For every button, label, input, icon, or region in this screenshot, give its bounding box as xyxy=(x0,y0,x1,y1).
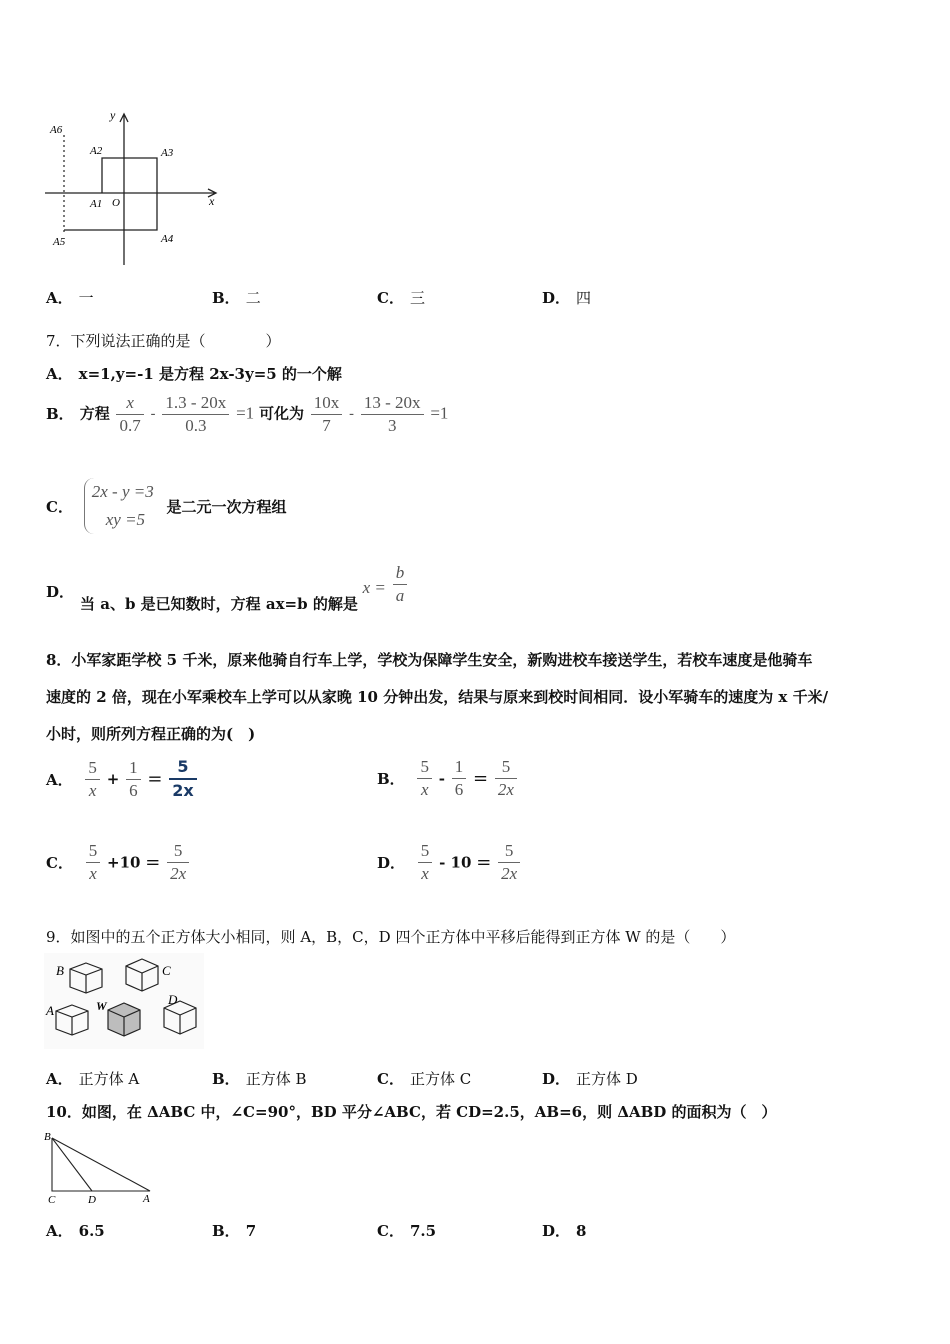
denominator: 6 xyxy=(454,780,464,799)
cube-label-d: D xyxy=(168,992,178,1007)
option-d-text: 当 a、b 是已知数时，方程 ax=b 的解是 xyxy=(80,595,358,613)
option-text: 四 xyxy=(576,289,592,307)
option-text: 8 xyxy=(576,1222,587,1240)
q7-option-a[interactable] xyxy=(46,363,342,384)
option-text: 正方体 B xyxy=(245,1070,307,1088)
q10-option-b[interactable] xyxy=(212,1220,256,1241)
option-label: B． xyxy=(212,289,240,307)
equals-one: =1 xyxy=(236,403,255,423)
equals-sign: = xyxy=(476,852,492,873)
denominator: a xyxy=(395,586,405,605)
q8-stem-line3: 小时，则所列方程正确的为( ) xyxy=(46,725,256,743)
q10-option-d[interactable] xyxy=(542,1220,586,1241)
option-label: B． xyxy=(46,404,74,423)
q9-option-b[interactable] xyxy=(212,1068,306,1089)
minus-ten: - 10 xyxy=(439,853,472,872)
numerator: 1 xyxy=(126,757,141,780)
option-text: 二 xyxy=(245,289,261,307)
q7-option-d[interactable] xyxy=(46,562,409,614)
q10-option-c[interactable] xyxy=(377,1220,436,1241)
fraction xyxy=(311,392,343,437)
option-c-text: 是二元一次方程组 xyxy=(166,497,287,516)
numerator: 1 xyxy=(452,756,467,779)
denominator: 2x xyxy=(170,864,187,883)
equals-sign: = xyxy=(147,768,163,790)
q8-option-a[interactable] xyxy=(46,756,199,802)
numerator: 1.3 - 20x xyxy=(162,392,229,415)
q8-stem-line1: 8．小军家距学校 5 千米，原来他骑自行车上学，学校为保障学生安全，新购进校车接送学生，若校车速度是他骑车 xyxy=(46,651,813,669)
option-label: D． xyxy=(542,1070,571,1088)
fraction xyxy=(498,840,520,885)
option-text: 正方体 A xyxy=(78,1070,140,1088)
option-label: D． xyxy=(377,854,406,872)
q9-option-c[interactable] xyxy=(377,1068,471,1089)
spiral-path xyxy=(64,158,157,230)
equals-one: =1 xyxy=(430,403,449,423)
cube-label-c: C xyxy=(162,963,171,978)
vertex-label-b: B xyxy=(44,1131,51,1143)
option-label: C． xyxy=(377,1222,404,1240)
option-text: 6.5 xyxy=(78,1222,105,1240)
option-text: x=1,y=-1 是方程 2x-3y=5 的一个解 xyxy=(78,365,342,383)
q8-option-c[interactable] xyxy=(46,840,191,885)
q7-option-c[interactable] xyxy=(46,478,287,534)
denominator: 2x xyxy=(172,781,194,800)
cube-label-b: B xyxy=(56,963,64,978)
option-text: 一 xyxy=(78,289,94,307)
option-text: 正方体 D xyxy=(576,1070,638,1088)
numerator: 13 - 20x xyxy=(361,392,424,415)
equals-sign: = xyxy=(145,852,161,873)
fraction xyxy=(116,392,143,437)
denominator: 2x xyxy=(497,780,514,799)
fraction xyxy=(393,562,408,607)
fraction xyxy=(452,756,467,801)
option-label: A． xyxy=(46,289,73,307)
numerator: 5 xyxy=(85,757,100,780)
fraction xyxy=(167,840,189,885)
option-text: 7.5 xyxy=(409,1222,437,1240)
q10-stem: 10．如图，在 ΔABC 中，∠C=90°，BD 平分∠ABC，若 CD=2.5，AB=6，则 ΔABD 的面积为（ ） xyxy=(46,1103,777,1121)
option-label: D． xyxy=(46,583,75,601)
option-label: A． xyxy=(46,1070,73,1088)
q6-option-a[interactable] xyxy=(46,287,94,308)
q9-stem: 9．如图中的五个正方体大小相同，则 A，B，C，D 四个正方体中平移后能得到正方体 W 的是（ ） xyxy=(46,928,736,946)
numerator: 5 xyxy=(169,756,196,780)
denominator: 6 xyxy=(129,780,138,800)
fraction xyxy=(126,757,141,802)
q6-option-c[interactable] xyxy=(377,287,425,308)
fraction xyxy=(418,840,433,885)
option-label: C． xyxy=(46,854,73,872)
option-label: B． xyxy=(212,1222,240,1240)
triangle-outline xyxy=(52,1138,150,1191)
vertex-label-a: A xyxy=(143,1193,150,1205)
option-label: A． xyxy=(46,770,73,789)
label-a1: A1 xyxy=(90,198,103,210)
denominator: 3 xyxy=(387,416,397,435)
denominator: x xyxy=(89,864,97,883)
fraction xyxy=(85,757,100,802)
plus-sign: + xyxy=(106,770,120,788)
denominator: 0.7 xyxy=(119,416,141,435)
option-text: 正方体 C xyxy=(409,1070,472,1088)
numerator: b xyxy=(393,562,408,585)
minus-sign: - xyxy=(438,769,445,788)
system-eq2: xy =5 xyxy=(105,510,146,529)
q7-stem: 7．下列说法正确的是（ ） xyxy=(46,332,281,350)
denominator: x xyxy=(420,780,429,799)
numerator: 5 xyxy=(498,840,520,863)
numerator: 5 xyxy=(86,840,101,863)
option-text: 7 xyxy=(245,1222,257,1240)
vertex-label-d: D xyxy=(88,1194,96,1206)
numerator: 10x xyxy=(311,392,343,415)
cube-label-a: A xyxy=(46,1003,54,1018)
minus-sign: - xyxy=(150,404,156,423)
equals-sign: = xyxy=(473,768,489,789)
denominator: 2x xyxy=(501,864,518,883)
option-text: 三 xyxy=(409,289,425,307)
option-label: D． xyxy=(542,1222,571,1240)
q10-option-a[interactable] xyxy=(46,1220,105,1241)
cube-label-w: W xyxy=(96,999,107,1013)
denominator: x xyxy=(421,864,429,883)
q9-option-d[interactable] xyxy=(542,1068,638,1089)
label-a5: A5 xyxy=(53,236,66,248)
numerator: 5 xyxy=(417,756,432,779)
option-label: A． xyxy=(46,365,73,383)
equation-system xyxy=(84,478,154,534)
denominator: 7 xyxy=(322,416,331,435)
option-label: C． xyxy=(377,1070,404,1088)
solution-x: x = xyxy=(362,578,386,597)
bisector-bd xyxy=(52,1138,92,1191)
fraction xyxy=(417,756,432,801)
fraction xyxy=(86,840,101,885)
label-a2: A2 xyxy=(90,145,103,157)
label-a6: A6 xyxy=(50,124,63,136)
label-o: O xyxy=(112,197,120,209)
numerator: x xyxy=(116,392,143,415)
plus-ten: +10 xyxy=(107,853,141,872)
fraction xyxy=(361,392,424,437)
fraction xyxy=(162,392,229,437)
label-a3: A3 xyxy=(161,147,174,159)
minus-sign: - xyxy=(349,404,355,423)
label-y: y xyxy=(110,108,116,122)
fraction xyxy=(169,756,196,802)
option-b-pre: 方程 xyxy=(79,404,110,423)
denominator: x xyxy=(88,780,97,800)
q7-option-b[interactable] xyxy=(46,392,448,437)
fraction xyxy=(495,756,517,801)
q8-stem-line2: 速度的 2 倍，现在小军乘校车上学可以从家晚 10 分钟出发，结果与原来到校时间相同．设小军骑车的速度为 x 千米/ xyxy=(46,688,829,706)
numerator: 5 xyxy=(495,756,517,779)
q10-triangle-figure xyxy=(42,1128,162,1208)
q6-option-b[interactable] xyxy=(212,287,261,308)
q8-option-d[interactable] xyxy=(377,840,522,885)
system-eq1: 2x - y =3 xyxy=(91,482,154,501)
numerator: 5 xyxy=(418,840,433,863)
numerator: 5 xyxy=(167,840,189,863)
q9-cubes-figure xyxy=(44,953,204,1049)
label-a4: A4 xyxy=(161,233,174,245)
label-x: x xyxy=(209,194,215,208)
option-label: B． xyxy=(212,1070,240,1088)
q6-option-d[interactable] xyxy=(542,287,591,308)
q6-coordinate-figure xyxy=(40,105,240,270)
option-label: D． xyxy=(542,289,571,307)
option-b-mid: 可化为 xyxy=(258,404,304,423)
option-label: A． xyxy=(46,1222,73,1240)
cube-w-icon xyxy=(108,1003,140,1036)
option-label: C． xyxy=(46,497,73,516)
vertex-label-c: C xyxy=(48,1194,56,1206)
denominator: 0.3 xyxy=(185,416,207,435)
option-label: B． xyxy=(377,770,405,788)
q8-option-b[interactable] xyxy=(377,756,519,801)
option-label: C． xyxy=(377,289,404,307)
q9-option-a[interactable] xyxy=(46,1068,139,1089)
